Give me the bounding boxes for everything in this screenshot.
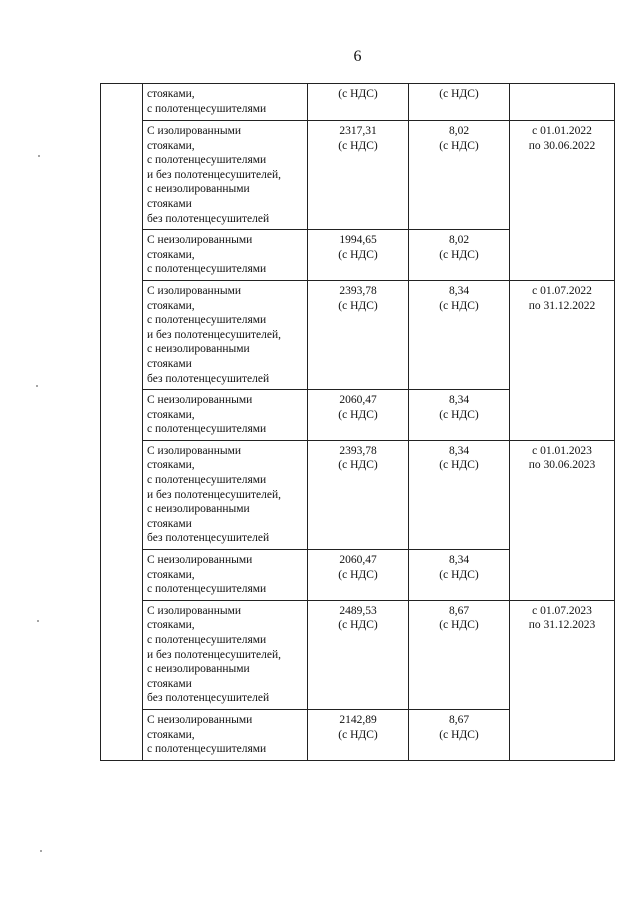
period-cell bbox=[510, 84, 615, 121]
scan-speck bbox=[38, 155, 40, 157]
description-cell: С неизолированными стояками, с полотенцесушителями bbox=[143, 230, 308, 281]
scan-speck bbox=[37, 620, 39, 622]
table-row bbox=[101, 84, 615, 121]
page-number: 6 bbox=[353, 48, 362, 65]
description-cell: С изолированными стояками, с полотенцесушителями и без полотенцесушителей, с неизолированными стояками без полотенцесушителей bbox=[143, 280, 308, 389]
norm-cell: 8,34 (с НДС) bbox=[409, 550, 510, 601]
price-cell: 1994,65 (с НДС) bbox=[308, 230, 409, 281]
price-cell: 2317,31 (с НДС) bbox=[308, 121, 409, 230]
norm-cell: 8,02 (с НДС) bbox=[409, 121, 510, 230]
description-cell: С неизолированными стояками, с полотенцесушителями bbox=[143, 550, 308, 601]
norm-cell: 8,34 (с НДС) bbox=[409, 280, 510, 389]
table-row bbox=[101, 121, 615, 230]
norm-cell: 8,02 (с НДС) bbox=[409, 230, 510, 281]
tariff-table bbox=[100, 83, 615, 761]
norm-cell: 8,34 (с НДС) bbox=[409, 440, 510, 549]
description-cell: С неизолированными стояками, с полотенцесушителями bbox=[143, 390, 308, 441]
period-cell: с 01.01.2023 по 30.06.2023 bbox=[510, 440, 615, 600]
norm-cell: 8,67 (с НДС) bbox=[409, 600, 510, 709]
description-cell: стояками, с полотенцесушителями bbox=[143, 84, 308, 121]
description-cell: С изолированными стояками, с полотенцесушителями и без полотенцесушителей, с неизолированными стояками без полотенцесушителей bbox=[143, 440, 308, 549]
period-cell: с 01.01.2022 по 30.06.2022 bbox=[510, 121, 615, 281]
table-row bbox=[101, 280, 615, 389]
norm-cell: 8,67 (с НДС) bbox=[409, 709, 510, 760]
price-cell: 2393,78 (с НДС) bbox=[308, 280, 409, 389]
period-cell: с 01.07.2023 по 31.12.2023 bbox=[510, 600, 615, 760]
table-row bbox=[101, 600, 615, 709]
norm-cell: 8,34 (с НДС) bbox=[409, 390, 510, 441]
period-cell: с 01.07.2022 по 31.12.2022 bbox=[510, 280, 615, 440]
price-cell: 2489,53 (с НДС) bbox=[308, 600, 409, 709]
table-row bbox=[101, 440, 615, 549]
description-cell: С неизолированными стояками, с полотенцесушителями bbox=[143, 709, 308, 760]
price-cell: 2142,89 (с НДС) bbox=[308, 709, 409, 760]
scan-speck bbox=[40, 850, 42, 852]
norm-cell: (с НДС) bbox=[409, 84, 510, 121]
description-cell: С изолированными стояками, с полотенцесушителями и без полотенцесушителей, с неизолированными стояками без полотенцесушителей bbox=[143, 121, 308, 230]
description-cell: С изолированными стояками, с полотенцесушителями и без полотенцесушителей, с неизолированными стояками без полотенцесушителей bbox=[143, 600, 308, 709]
price-cell: 2393,78 (с НДС) bbox=[308, 440, 409, 549]
scan-speck bbox=[36, 385, 38, 387]
price-cell: 2060,47 (с НДС) bbox=[308, 390, 409, 441]
price-cell: 2060,47 (с НДС) bbox=[308, 550, 409, 601]
price-cell: (с НДС) bbox=[308, 84, 409, 121]
empty-column-cell bbox=[101, 84, 143, 761]
